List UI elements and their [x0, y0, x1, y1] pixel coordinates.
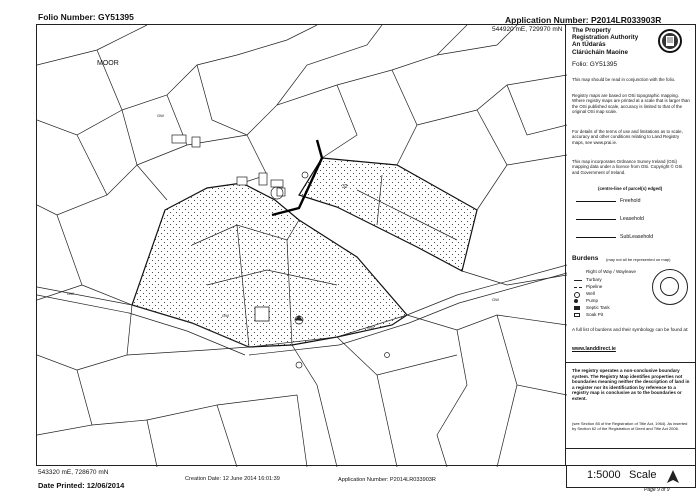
registry-reference: (see Section 85 of the Registration of Title Act, 1964). As inserted by Section 62 of the Registration of Deed and Title Act 2006.: [572, 421, 688, 431]
date-printed: Date Printed: 12/06/2014: [38, 481, 125, 490]
map-drawing: [37, 25, 567, 467]
map-note-3: For details of the terms of use and limitations as to scale, accuracy and other conditions relating to Land Registry maps, see www.prai.ie.: [572, 129, 683, 145]
legend-subleasehold: SubLeasehold: [572, 233, 690, 242]
burden-septic-tank: Septic Tank: [572, 305, 690, 312]
registry-map: [36, 24, 566, 466]
panel-folio: Folio: GY51395: [572, 61, 618, 68]
folio-number: Folio Number: GY51395: [38, 12, 134, 22]
plot-number: 32: [342, 184, 348, 190]
bottom-coordinate: 543320 mE, 728670 mN: [38, 469, 109, 476]
centreline-note: (centre-line of parcel(s) edged): [598, 186, 663, 191]
scale-value: 1:5000: [587, 469, 621, 481]
scale-box: [566, 466, 696, 488]
burden-pipeline: Pipeline: [572, 284, 690, 291]
place-label: MOOR: [97, 60, 119, 67]
map-info-panel: [566, 24, 696, 466]
map-small-label: GW: [67, 291, 74, 296]
burdens-info: A full list of burdens and their symbology can be found at:: [572, 327, 689, 332]
burden-right-of-way: Right of Way / Wayleave: [586, 269, 636, 274]
map-note-2: Registry maps are based on OSi topographic mapping. Where registry maps are printed at a scale that is larger than the OSi published scale, accuracy is limited to that of the original OSi map scale.: [572, 93, 690, 114]
burdens-note: (may not all be represented on map): [606, 257, 671, 262]
burden-soak-pit: Soak Pit: [572, 312, 690, 319]
landdirect-link[interactable]: www.landdirect.ie: [572, 346, 616, 352]
burden-pump: Pump: [572, 298, 690, 305]
legend-freehold: Freehold: [572, 197, 690, 206]
map-small-label: GW: [367, 325, 374, 330]
map-small-label: GW: [492, 297, 499, 302]
map-note-1: This map should be read in conjunction with the folio.: [572, 77, 676, 82]
application-number-header: Application Number: P2014LR033903R: [505, 15, 662, 25]
panel-divider: [566, 448, 695, 449]
burden-well: Well: [572, 291, 690, 298]
legend-leasehold: Leasehold: [572, 215, 690, 224]
page-number: Page 9 of 9: [644, 487, 670, 493]
map-small-label: GW: [157, 113, 164, 118]
authority-name: The Property Registration Authority An tÚdarás Clárúcháin Maoine: [572, 27, 639, 56]
registry-disclaimer: The registry operates a non-conclusive boundary system. The Registry Map identifies properties not boundaries meaning neither the description of land in a register nor its identification by reference to a registry map is conclusive as to the boundaries or extent.: [572, 368, 690, 401]
burden-turbary: Turbary: [572, 277, 690, 284]
authority-logo: [658, 29, 682, 53]
north-arrow-icon: [665, 470, 681, 484]
map-small-label: GW: [222, 313, 229, 318]
panel-divider: [566, 362, 695, 363]
application-number-footer: Application Number: P2014LR033903R: [338, 477, 436, 483]
scale-label: Scale: [629, 469, 657, 481]
top-coordinate: 544920 mE, 729970 mN: [492, 26, 563, 33]
burdens-title: Burdens: [572, 255, 599, 262]
creation-date: Creation Date: 12 June 2014 16:01:39: [185, 476, 280, 482]
map-note-4: This map incorporates Ordnance Survey Ireland (OSi) mapping data under a licence from OSi. Copyright © OSi and Government of Ireland.: [572, 159, 683, 175]
